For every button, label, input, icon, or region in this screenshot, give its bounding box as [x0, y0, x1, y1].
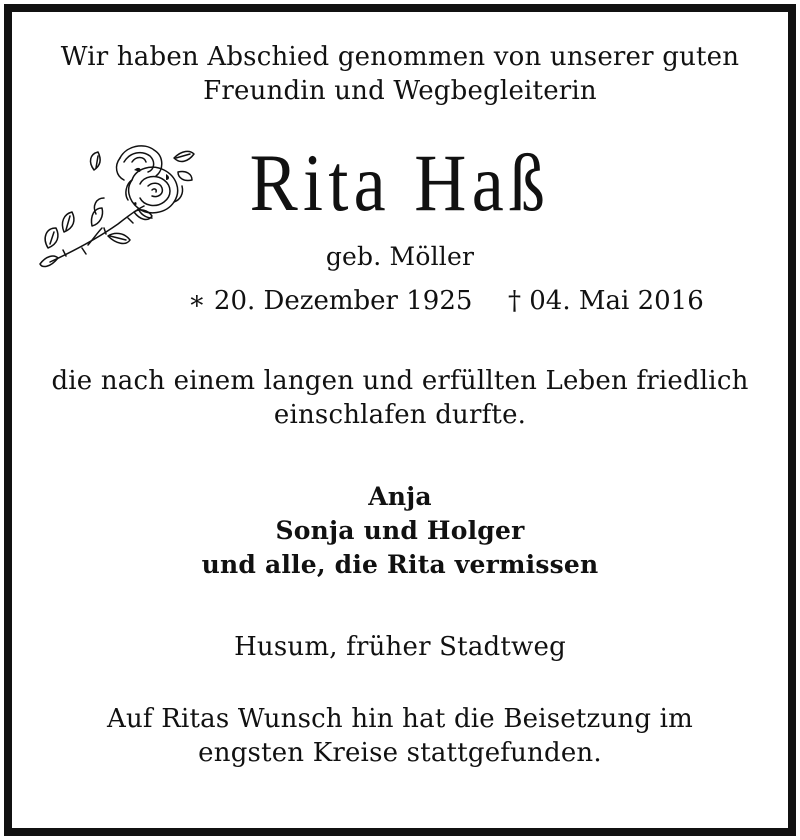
- mourner-2: Sonja und Holger: [275, 516, 525, 545]
- mourner-1: Anja: [368, 482, 432, 511]
- deceased-name: Rita Haß: [249, 137, 551, 228]
- birth-date: ∗ 20. Dezember 1925: [188, 286, 473, 316]
- text-line-2: einschlafen durfte.: [273, 400, 527, 430]
- birth-name: geb. Möller: [325, 242, 475, 271]
- note-line-1: Auf Ritas Wunsch hin hat die Beisetzung im: [106, 704, 694, 734]
- text-line-1: die nach einem langen und erfüllten Leben friedlich: [51, 366, 749, 396]
- mourner-3: und alle, die Rita vermissen: [201, 550, 599, 579]
- intro-line-1: Wir haben Abschied genommen von unserer guten: [60, 42, 740, 72]
- death-date: † 04. Mai 2016: [508, 286, 704, 316]
- intro-line-2: Freundin und Wegbegleiterin: [203, 76, 597, 106]
- note-line-2: engsten Kreise stattgefunden.: [198, 738, 602, 768]
- place-line: Husum, früher Stadtweg: [234, 632, 566, 662]
